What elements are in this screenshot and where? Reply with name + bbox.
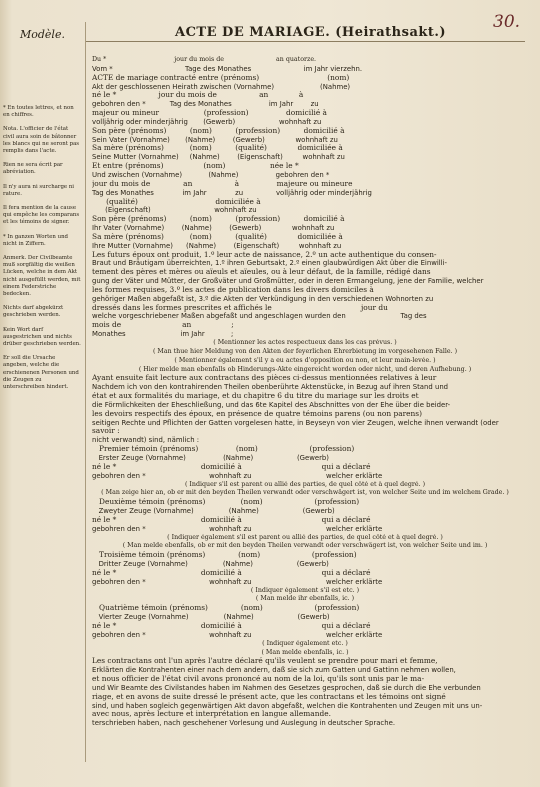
form-line: gebohren den * wohnhaft zu welcher erklärte: [92, 524, 383, 533]
handwritten-page-number: 30.: [493, 12, 521, 32]
form-line: (qualité) domiciliée à: [92, 197, 261, 206]
form-line: gebohren den * Tag des Monathes im Jahr zu: [92, 100, 319, 109]
form-body: [92, 56, 518, 728]
form-line: Les contractans ont l'un après l'autre déclaré qu'ils veulent se prendre pour mari et femme,: [92, 657, 438, 666]
form-line: seitigen Rechte und Pflichten der Gatten vorgelesen hatte, in Beyseyn von vier Zeugen, welche ihnen verwandt (oder: [92, 418, 499, 427]
form-line: ( Indiquer également etc. ): [262, 639, 348, 647]
form-line: ( Indiquer s'il est parent ou allié des parties, de quel côté et à quel degré. ): [184, 480, 426, 488]
form-line: tement des pères et mères ou aïeuls et aïeules, ou à leur défaut, de la famille, rédigé dans: [92, 268, 431, 277]
form-line: ( Man melde ebenfalls, ic. ): [261, 648, 349, 656]
form-line: savoir :: [92, 427, 120, 436]
form-line: ( Hier melde man ebenfalls ob Hinderungs-Akte eingereicht worden oder nicht, und deren Aufhebung. ): [138, 365, 472, 373]
header-rule: [85, 41, 525, 42]
form-line: Und zwischen (Vornahme) (Nahme) gebohren den *: [92, 170, 330, 179]
form-line: Ihr Vater (Vornahme) (Nahme) (Gewerb) wohnhaft zu: [92, 224, 335, 233]
form-line: Troisième témoin (prénoms) (nom) (profession): [92, 551, 357, 560]
form-line: Vierter Zeuge (Vornahme) (Nahme) (Gewerb): [92, 613, 330, 622]
margin-note: Anmerk. Der Civilbeamte muß sorgfältig die weißen Lücken, welche in dem Akt nicht ausgefüllt werden, mit einem Federstriche bedecken.: [3, 255, 81, 298]
form-line: et nous officier de l'état civil avons prononcé au nom de la loi, qu'ils sont unis par le ma-: [92, 675, 425, 684]
margin-note: * In ganzen Worten und nicht in Ziffern.: [3, 233, 69, 247]
margin-note: Er soll die Ursache angeben, welche die erschienenen Personen und die Zeugen zu unterschreiben hindert.: [3, 355, 79, 391]
form-line: les devoirs respectifs des époux, en présence de quatre témoins parens (ou non parens): [92, 409, 422, 418]
form-line: né le * domicilié à qui a déclaré: [92, 622, 371, 630]
form-line: gung der Väter und Mütter, der Großväter und Großmütter, oder in deren Ermangelung, jene der Familie, welcher: [92, 277, 484, 286]
form-line: sind, und haben sogleich gegenwärtigen Akt davon abgefaßt, welchen die Kontrahenten und Zeugen mit uns un-: [92, 701, 483, 710]
form-line: Sa mère (prénoms) (nom) (qualité) domiciliée à: [92, 144, 343, 153]
form-line: gehöriger Maßen abgefaßt ist, 3.º die Akten der Verkündigung in den verschiedenen Wohnorten zu: [92, 294, 434, 303]
form-line: Du * jour du mois de an quatorze.: [92, 56, 317, 63]
form-line: dressés dans les formes prescrites et affichés le jour du: [92, 303, 388, 312]
form-line: avec nous, après lecture et interprétation en langue allemande.: [92, 710, 331, 719]
form-line: Ayant ensuite fait lecture aux contractans des pièces ci-dessus mentionnées relatives à leur: [92, 374, 437, 383]
form-line: Sa mère (prénoms) (nom) (qualité) domiciliée à: [92, 232, 343, 241]
margin-note: Rien ne sera écrit par abréviation.: [3, 162, 63, 176]
form-line: und Wir Beamte des Civilstandes haben im Nahmen des Gesetzes gesprochen, daß sie durch die Ehe verbunden: [92, 683, 481, 692]
form-line: Erklärten die Kontrahenten einer nach dem andern, daß sie sich zum Gatten und Gattinn nehmen wollen,: [92, 666, 456, 675]
form-line: Vom * Tage des Monathes im Jahr vierzehn.: [92, 64, 363, 73]
form-line: Zweyter Zeuge (Vornahme) (Nahme) (Gewerb): [92, 507, 335, 516]
form-line: Monathes im Jahr ;: [92, 330, 234, 339]
form-line: die Förmlichkeiten der Eheschließung, und das 6te Kapitel des Abschnittes von der Ehe über die beider-: [92, 400, 451, 409]
margin-note: Il fera mention de la cause qui empêche les comparans et les témoins de signer.: [3, 205, 80, 226]
margin-rule: [85, 22, 86, 762]
form-line: Braut und Bräutigam überreichten, 1.º ihren Geburtsakt, 2.º einen glaubwürdigen Akt über die Einwilli-: [92, 259, 447, 268]
form-line: ( Man melde ihr ebenfalls, ic. ): [255, 595, 355, 603]
form-line: Erster Zeuge (Vornahme) (Nahme) (Gewerb): [92, 453, 329, 462]
form-line: ( Indiquer également s'il est etc. ): [250, 586, 360, 594]
form-line: Akt der geschlossenen Heirath zwischen (Vornahme) (Nahme): [92, 82, 351, 91]
form-line: nicht verwandt) sind, nämlich :: [92, 436, 200, 445]
form-line: riage, et en avons de suite dressé le présent acte, que les contractans et les témoins ont signé: [92, 692, 446, 701]
form-line: Sein Vater (Vornahme) (Nahme) (Gewerb) wohnhaft zu: [92, 135, 338, 144]
form-line: ( Man melde ebenfalls, ob er mit den beyden Theilen verwandt oder verschwägert ist, von welcher Seite und im. ): [122, 542, 488, 550]
form-line: volljährig oder minderjährig (Gewerb) wohnhaft zu: [92, 117, 322, 126]
form-line: majeur ou mineur (profession) domicilié à: [92, 109, 327, 118]
form-line: Et entre (prénoms) (nom) née le *: [92, 162, 299, 171]
form-line: ( Indiquer également s'il est parent ou allié des parties, de quel côté et à quel degré. ): [167, 533, 443, 541]
form-line: ACTE de mariage contracté entre (prénoms) (nom): [92, 73, 350, 82]
form-line: Ihre Mutter (Vornahme) (Nahme) (Eigenschaft) wohnhaft zu: [92, 241, 342, 250]
form-line: (Eigenschaft) wohnhaft zu: [92, 206, 257, 215]
form-line: ( Man thue hier Meldung von den Akten der feyerlichen Ehrerbietung im vorgesehenen Falle. ): [152, 347, 458, 355]
form-line: né le * domicilié à qui a déclaré: [92, 462, 371, 471]
form-line: Seine Mutter (Vornahme) (Nahme) (Eigenschaft) wohnhaft zu: [92, 153, 345, 162]
form-line: jour du mois de an à majeure ou mineure: [92, 179, 353, 188]
margin-note: Nota. L'officier de l'état civil aura soin de bâtonner les blancs qui ne seront pas remplis dans l'acte.: [3, 126, 80, 155]
form-line: gebohren den * wohnhaft zu welcher erklärte: [92, 577, 383, 586]
form-line: gebohren den * wohnhaft zu welcher erklärte: [92, 471, 383, 480]
form-line: Dritter Zeuge (Vornahme) (Nahme) (Gewerb): [92, 560, 329, 569]
form-line: mois de an ;: [92, 321, 234, 330]
form-line: Quatrième témoin (prénoms) (nom) (profession): [92, 604, 360, 613]
form-line: terschrieben haben, nach geschehener Vorlesung und Auslegung in deutscher Sprache.: [92, 719, 396, 728]
form-line: Tag des Monathes im Jahr zu volljährig oder minderjährig: [92, 188, 372, 197]
form-line: ( Mentionner les actes respectueux dans les cas prévus. ): [213, 339, 397, 346]
form-line: Les futurs époux ont produit, 1.º leur acte de naissance, 2.º un acte authentique du consen-: [92, 250, 437, 259]
form-line: gebohren den * wohnhaft zu welcher erklärte: [92, 630, 383, 639]
form-line: né le * domicilié à qui a déclaré: [92, 568, 371, 577]
form-line: Son père (prénoms) (nom) (profession) domicilié à: [92, 126, 345, 135]
form-line: ( Man zeige hier an, ob er mit den beyden Theilen verwandt oder verschwägert ist, von welcher Seite und im welchem Grade. ): [101, 489, 509, 497]
form-line: ( Mentionner également s'il y a eu actes d'opposition ou non, et leur main-levée. ): [174, 356, 436, 364]
margin-note: Kein Wort darf ausgestrichen und nichts drüber geschrieben werden.: [3, 326, 81, 348]
modele-label: Modèle.: [20, 28, 65, 41]
form-line: les formes requises, 3.º les actes de publication dans les divers domiciles à: [92, 285, 374, 294]
form-line: né le * jour du mois de an à: [92, 91, 304, 100]
margin-notes: [3, 105, 81, 398]
form-line: Son père (prénoms) (nom) (profession) domicilié à: [92, 215, 345, 224]
margin-note: * En toutes lettres, et non en chiffres.: [3, 105, 74, 119]
margin-note: Il n'y aura ni surcharge ni rature.: [3, 183, 75, 197]
form-line: né le * domicilié à qui a déclaré: [92, 515, 371, 524]
form-line: Premier témoin (prénoms) (nom) (profession): [92, 445, 355, 454]
form-line: welche vorgeschriebener Maßen abgefaßt und angeschlagen wurden den Tag des: [92, 312, 427, 321]
form-line: Nachdem ich von den kontrahirenden Theilen obenberührte Aktenstücke, in Bezug auf ihren Stand und: [92, 383, 449, 392]
form-line: état et aux formalités du mariage, et du chapitre 6 du titre du mariage sur les droits et: [92, 392, 419, 401]
page-title: ACTE DE MARIAGE. (Heirathsakt.): [175, 25, 447, 40]
form-line: Deuxième témoin (prénoms) (nom) (profession): [92, 498, 360, 507]
margin-note: Nichts darf abgekürzt geschrieben werden.: [3, 305, 64, 319]
